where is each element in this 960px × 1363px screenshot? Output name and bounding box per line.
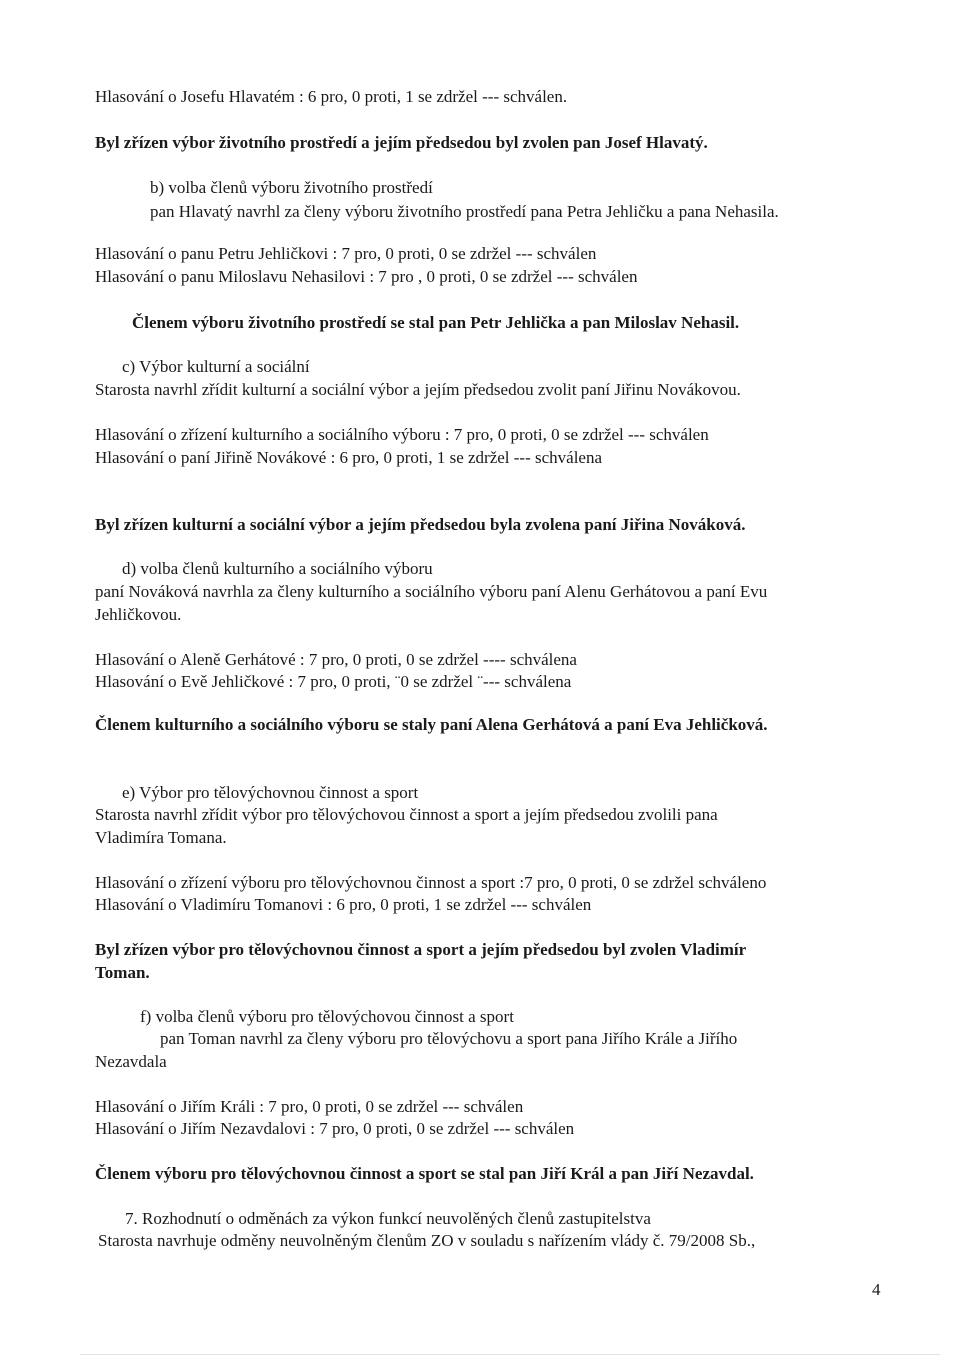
heading-line: Byl zřízen výbor životního prostředí a jejím předsedou byl zvolen pan Josef Hlavatý. bbox=[95, 133, 708, 152]
text-line: Hlasování o Jiřím Nezavdalovi : 7 pro, 0 proti, 0 se zdržel --- schválen bbox=[95, 1119, 575, 1138]
text-line: Hlasování o Jiřím Králi : 7 pro, 0 proti, 0 se zdržel --- schválen bbox=[95, 1097, 524, 1116]
text-line: Hlasování o paní Jiřině Novákové : 6 pro, 0 proti, 1 se zdržel --- schválena bbox=[95, 448, 603, 467]
text-line: Jehličkovou. bbox=[95, 605, 182, 624]
heading-line: Byl zřízen kulturní a sociální výbor a jejím předsedou byla zvolena paní Jiřina Nováková. bbox=[95, 515, 746, 534]
text-line: Starosta navrhl zřídit výbor pro tělovýchovou činnost a sport a jejím předsedou zvolili pana bbox=[95, 805, 718, 824]
text-line: Hlasování o Vladimíru Tomanovi : 6 pro, 0 proti, 1 se zdržel --- schválen bbox=[95, 895, 592, 914]
heading-line: Členem kulturního a sociálního výboru se staly paní Alena Gerhátová a paní Eva Jehličková. bbox=[95, 715, 768, 734]
text-line: b) volba členů výboru životního prostředí bbox=[150, 178, 433, 197]
text-line: Hlasování o zřízení výboru pro tělovýchovnou činnost a sport :7 pro, 0 proti, 0 se zdržel schváleno bbox=[95, 873, 767, 892]
text-line: Hlasování o Aleně Gerhátové : 7 pro, 0 proti, 0 se zdržel ---- schválena bbox=[95, 650, 577, 669]
text-line: Hlasování o Evě Jehličkové : 7 pro, 0 proti, ¨0 se zdržel ¨--- schválena bbox=[95, 672, 572, 691]
text-line: f) volba členů výboru pro tělovýchovou činnost a sport bbox=[140, 1007, 514, 1026]
text-line: 7. Rozhodnutí o odměnách za výkon funkcí neuvolěných členů zastupitelstva bbox=[125, 1209, 651, 1228]
text-line: Nezavdala bbox=[95, 1052, 167, 1071]
heading-line: Členem výboru životního prostředí se stal pan Petr Jehlička a pan Miloslav Nehasil. bbox=[132, 313, 740, 332]
text-line: pan Hlavatý navrhl za členy výboru životního prostředí pana Petra Jehličku a pana Nehasila. bbox=[150, 202, 779, 221]
text-line: Vladimíra Tomana. bbox=[95, 828, 227, 847]
page-bottom-edge bbox=[80, 1354, 940, 1355]
text-line: Starosta navrhl zřídit kulturní a sociální výbor a jejím předsedou zvolit paní Jiřinu Novákovou. bbox=[95, 380, 741, 399]
text-line: paní Nováková navrhla za členy kulturního a sociálního výboru paní Alenu Gerhátovou a paní Evu bbox=[95, 582, 768, 601]
text-line: Starosta navrhuje odměny neuvolněným členům ZO v souladu s nařízením vlády č. 79/2008 Sb., bbox=[98, 1231, 756, 1250]
text-line: pan Toman navrhl za členy výboru pro tělovýchovu a sport pana Jiřího Krále a Jiřího bbox=[160, 1029, 738, 1048]
text-line: Hlasování o Josefu Hlavatém : 6 pro, 0 proti, 1 se zdržel --- schválen. bbox=[95, 87, 568, 106]
text-line: Hlasování o zřízení kulturního a sociálního výboru : 7 pro, 0 proti, 0 se zdržel --- schválen bbox=[95, 425, 709, 444]
text-line: c) Výbor kulturní a sociální bbox=[122, 357, 310, 376]
text-line: Hlasování o panu Miloslavu Nehasilovi : 7 pro , 0 proti, 0 se zdržel --- schválen bbox=[95, 267, 638, 286]
text-line: e) Výbor pro tělovýchovnou činnost a sport bbox=[122, 783, 419, 802]
heading-line: Byl zřízen výbor pro tělovýchovnou činnost a sport a jejím předsedou byl zvolen Vladimír bbox=[95, 940, 747, 959]
text-line: d) volba členů kulturního a sociálního výboru bbox=[122, 559, 433, 578]
heading-line: Členem výboru pro tělovýchovnou činnost a sport se stal pan Jiří Král a pan Jiří Nezavdal. bbox=[95, 1164, 754, 1183]
heading-line: Toman. bbox=[95, 963, 150, 982]
text-line: Hlasování o panu Petru Jehličkovi : 7 pro, 0 proti, 0 se zdržel --- schválen bbox=[95, 244, 597, 263]
page-number: 4 bbox=[872, 1280, 881, 1299]
